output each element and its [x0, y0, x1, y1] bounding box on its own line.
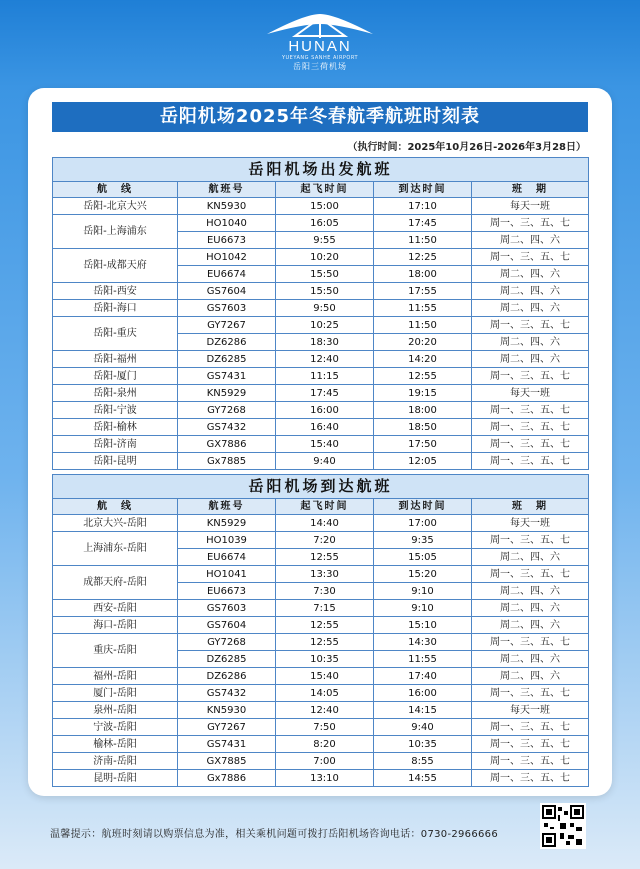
column-header: 到达时间	[374, 499, 472, 515]
table-row	[53, 453, 589, 470]
arrival-time-cell: 18:00	[374, 266, 472, 283]
flight-number-cell: DZ6286	[178, 334, 276, 351]
route-cell: 海口-岳阳	[53, 617, 178, 634]
flight-number-cell: GS7432	[178, 419, 276, 436]
schedule-cell: 周一、三、五、七	[472, 402, 589, 419]
execution-period: （执行时间：2025年10月26日-2026年3月28日）	[347, 142, 586, 153]
arrival-time-cell: 16:00	[374, 685, 472, 702]
schedule-cell: 周一、三、五、七	[472, 566, 589, 583]
route-cell: 岳阳-厦门	[53, 368, 178, 385]
departure-time-cell: 14:05	[276, 685, 374, 702]
schedule-cell: 周一、三、五、七	[472, 317, 589, 334]
departure-time-cell: 14:40	[276, 515, 374, 532]
route-cell: 北京大兴-岳阳	[53, 515, 178, 532]
schedule-cell: 周二、四、六	[472, 232, 589, 249]
arrival-time-cell: 9:40	[374, 719, 472, 736]
departure-time-cell: 13:30	[276, 566, 374, 583]
column-header: 起飞时间	[276, 499, 374, 515]
arrivals-table	[52, 474, 589, 787]
column-header: 班 期	[472, 499, 589, 515]
departure-time-cell: 16:40	[276, 419, 374, 436]
departure-time-cell: 12:55	[276, 634, 374, 651]
footer-notice: 温馨提示：航班时刻请以购票信息为准，相关乘机问题可拨打岳阳机场咨询电话：0730-2966666	[50, 829, 498, 840]
flight-number-cell: GX7886	[178, 436, 276, 453]
route-cell: 厦门-岳阳	[53, 685, 178, 702]
flight-number-cell: Gx7885	[178, 453, 276, 470]
table-row	[53, 668, 589, 685]
table-row	[53, 300, 589, 317]
table-row	[53, 317, 589, 334]
table-row	[53, 368, 589, 385]
column-header: 航班号	[178, 182, 276, 198]
flight-number-cell: EU6674	[178, 549, 276, 566]
airport-logo	[0, 10, 640, 82]
schedule-cell: 周一、三、五、七	[472, 532, 589, 549]
arrival-time-cell: 17:40	[374, 668, 472, 685]
flight-number-cell: GY7267	[178, 317, 276, 334]
route-cell: 上海浦东-岳阳	[53, 532, 178, 566]
column-header: 到达时间	[374, 182, 472, 198]
departure-time-cell: 9:40	[276, 453, 374, 470]
table-row	[53, 566, 589, 583]
arrival-time-cell: 14:30	[374, 634, 472, 651]
table-row	[53, 702, 589, 719]
route-cell: 岳阳-宁波	[53, 402, 178, 419]
page-title: 岳阳机场2025年冬春航季航班时刻表	[52, 102, 588, 132]
flight-number-cell: DZ6286	[178, 668, 276, 685]
departure-time-cell: 15:50	[276, 283, 374, 300]
schedule-cell: 周二、四、六	[472, 617, 589, 634]
flight-number-cell: GS7604	[178, 283, 276, 300]
arrival-time-cell: 17:00	[374, 515, 472, 532]
schedule-cell: 周二、四、六	[472, 600, 589, 617]
flight-number-cell: GS7604	[178, 617, 276, 634]
route-cell: 岳阳-上海浦东	[53, 215, 178, 249]
table-row	[53, 617, 589, 634]
schedule-cell: 周一、三、五、七	[472, 215, 589, 232]
column-header: 航班号	[178, 499, 276, 515]
departure-time-cell: 17:45	[276, 385, 374, 402]
arrival-time-cell: 17:45	[374, 215, 472, 232]
departure-time-cell: 12:55	[276, 549, 374, 566]
schedule-cell: 周一、三、五、七	[472, 249, 589, 266]
logo-chinese-name: 岳阳三荷机场	[293, 62, 347, 71]
table-row	[53, 770, 589, 787]
schedule-cell: 周二、四、六	[472, 549, 589, 566]
table-row	[53, 402, 589, 419]
arrival-time-cell: 17:50	[374, 436, 472, 453]
arrival-time-cell: 12:25	[374, 249, 472, 266]
departure-time-cell: 7:50	[276, 719, 374, 736]
departure-time-cell: 9:55	[276, 232, 374, 249]
table-row	[53, 532, 589, 549]
schedule-cell: 周一、三、五、七	[472, 753, 589, 770]
arrival-time-cell: 14:20	[374, 351, 472, 368]
table-row	[53, 249, 589, 266]
arrival-time-cell: 17:10	[374, 198, 472, 215]
flight-number-cell: DZ6285	[178, 351, 276, 368]
flight-number-cell: GS7603	[178, 600, 276, 617]
route-cell: 岳阳-海口	[53, 300, 178, 317]
schedule-cell: 周二、四、六	[472, 668, 589, 685]
route-cell: 泉州-岳阳	[53, 702, 178, 719]
schedule-cell: 周二、四、六	[472, 283, 589, 300]
route-cell: 岳阳-昆明	[53, 453, 178, 470]
route-cell: 济南-岳阳	[53, 753, 178, 770]
arrival-time-cell: 11:50	[374, 232, 472, 249]
flight-number-cell: HO1040	[178, 215, 276, 232]
schedule-cell: 周一、三、五、七	[472, 685, 589, 702]
route-cell: 成都天府-岳阳	[53, 566, 178, 600]
arrival-time-cell: 18:50	[374, 419, 472, 436]
departure-time-cell: 10:20	[276, 249, 374, 266]
table-row	[53, 351, 589, 368]
flight-number-cell: GS7431	[178, 736, 276, 753]
schedule-cell: 周二、四、六	[472, 300, 589, 317]
table-row	[53, 753, 589, 770]
departure-time-cell: 15:00	[276, 198, 374, 215]
schedule-cell: 周二、四、六	[472, 583, 589, 600]
column-header: 班 期	[472, 182, 589, 198]
route-cell: 岳阳-济南	[53, 436, 178, 453]
flight-number-cell: GY7267	[178, 719, 276, 736]
arrival-time-cell: 9:10	[374, 583, 472, 600]
route-cell: 岳阳-泉州	[53, 385, 178, 402]
schedule-cell: 周二、四、六	[472, 651, 589, 668]
column-header: 起飞时间	[276, 182, 374, 198]
route-cell: 榆林-岳阳	[53, 736, 178, 753]
schedule-cell: 周一、三、五、七	[472, 368, 589, 385]
table-row	[53, 719, 589, 736]
arrival-time-cell: 15:05	[374, 549, 472, 566]
route-cell: 宁波-岳阳	[53, 719, 178, 736]
flight-number-cell: GS7603	[178, 300, 276, 317]
departure-time-cell: 7:15	[276, 600, 374, 617]
route-cell: 岳阳-西安	[53, 283, 178, 300]
schedule-cell: 周一、三、五、七	[472, 719, 589, 736]
route-cell: 重庆-岳阳	[53, 634, 178, 668]
arrival-time-cell: 12:55	[374, 368, 472, 385]
schedule-cell: 每天一班	[472, 515, 589, 532]
flight-number-cell: KN5929	[178, 385, 276, 402]
departure-time-cell: 11:15	[276, 368, 374, 385]
schedule-cell: 周二、四、六	[472, 266, 589, 283]
schedule-card	[28, 88, 612, 796]
flight-number-cell: KN5930	[178, 702, 276, 719]
table-row	[53, 198, 589, 215]
arrival-time-cell: 12:05	[374, 453, 472, 470]
flight-number-cell: HO1039	[178, 532, 276, 549]
flight-number-cell: GX7885	[178, 753, 276, 770]
flight-number-cell: DZ6285	[178, 651, 276, 668]
schedule-cell: 周一、三、五、七	[472, 634, 589, 651]
departure-time-cell: 7:00	[276, 753, 374, 770]
table-row	[53, 736, 589, 753]
arrival-time-cell: 11:55	[374, 300, 472, 317]
flight-number-cell: EU6673	[178, 583, 276, 600]
schedule-cell: 周二、四、六	[472, 334, 589, 351]
schedule-cell: 每天一班	[472, 702, 589, 719]
airport-wing-logo-icon	[265, 10, 375, 40]
logo-brand: HUNAN	[288, 38, 352, 55]
qr-code-icon	[540, 803, 586, 849]
table-row	[53, 634, 589, 651]
arrival-time-cell: 8:55	[374, 753, 472, 770]
arrival-time-cell: 19:15	[374, 385, 472, 402]
arrival-time-cell: 11:50	[374, 317, 472, 334]
section-title: 岳阳机场到达航班	[53, 475, 589, 499]
route-cell: 岳阳-成都天府	[53, 249, 178, 283]
flight-number-cell: HO1042	[178, 249, 276, 266]
arrival-time-cell: 15:20	[374, 566, 472, 583]
arrival-time-cell: 15:10	[374, 617, 472, 634]
table-row	[53, 215, 589, 232]
arrival-time-cell: 11:55	[374, 651, 472, 668]
departure-time-cell: 18:30	[276, 334, 374, 351]
table-row	[53, 685, 589, 702]
route-cell: 福州-岳阳	[53, 668, 178, 685]
section-title: 岳阳机场出发航班	[53, 158, 589, 182]
column-header: 航 线	[53, 499, 178, 515]
route-cell: 昆明-岳阳	[53, 770, 178, 787]
arrival-time-cell: 14:15	[374, 702, 472, 719]
departure-time-cell: 12:40	[276, 702, 374, 719]
departure-time-cell: 15:40	[276, 668, 374, 685]
route-cell: 岳阳-福州	[53, 351, 178, 368]
schedule-cell: 周一、三、五、七	[472, 453, 589, 470]
arrival-time-cell: 9:10	[374, 600, 472, 617]
schedule-cell: 每天一班	[472, 198, 589, 215]
departure-time-cell: 15:40	[276, 436, 374, 453]
departure-time-cell: 10:25	[276, 317, 374, 334]
arrival-time-cell: 9:35	[374, 532, 472, 549]
schedule-cell: 周一、三、五、七	[472, 419, 589, 436]
arrival-time-cell: 10:35	[374, 736, 472, 753]
table-row	[53, 515, 589, 532]
schedule-cell: 每天一班	[472, 385, 589, 402]
schedule-cell: 周一、三、五、七	[472, 770, 589, 787]
logo-subtitle: YUEYANG SANHE AIRPORT	[281, 55, 359, 61]
flight-number-cell: HO1041	[178, 566, 276, 583]
table-row	[53, 419, 589, 436]
schedule-cell: 周一、三、五、七	[472, 736, 589, 753]
route-cell: 岳阳-榆林	[53, 419, 178, 436]
flight-number-cell: Gx7886	[178, 770, 276, 787]
route-cell: 西安-岳阳	[53, 600, 178, 617]
table-row	[53, 436, 589, 453]
departure-time-cell: 8:20	[276, 736, 374, 753]
departure-time-cell: 7:30	[276, 583, 374, 600]
flight-number-cell: GY7268	[178, 634, 276, 651]
table-row	[53, 385, 589, 402]
departures-table	[52, 157, 589, 470]
departure-time-cell: 9:50	[276, 300, 374, 317]
route-cell: 岳阳-北京大兴	[53, 198, 178, 215]
departure-time-cell: 13:10	[276, 770, 374, 787]
arrival-time-cell: 17:55	[374, 283, 472, 300]
flight-number-cell: EU6673	[178, 232, 276, 249]
flight-number-cell: GY7268	[178, 402, 276, 419]
flight-number-cell: GS7432	[178, 685, 276, 702]
schedule-cell: 周二、四、六	[472, 351, 589, 368]
column-header: 航 线	[53, 182, 178, 198]
schedule-cell: 周一、三、五、七	[472, 436, 589, 453]
route-cell: 岳阳-重庆	[53, 317, 178, 351]
departure-time-cell: 16:05	[276, 215, 374, 232]
flight-number-cell: KN5930	[178, 198, 276, 215]
departure-time-cell: 15:50	[276, 266, 374, 283]
departure-time-cell: 12:40	[276, 351, 374, 368]
flight-number-cell: GS7431	[178, 368, 276, 385]
table-row	[53, 283, 589, 300]
flight-number-cell: KN5929	[178, 515, 276, 532]
departure-time-cell: 7:20	[276, 532, 374, 549]
arrival-time-cell: 20:20	[374, 334, 472, 351]
departure-time-cell: 12:55	[276, 617, 374, 634]
flight-number-cell: EU6674	[178, 266, 276, 283]
departure-time-cell: 16:00	[276, 402, 374, 419]
table-row	[53, 600, 589, 617]
departure-time-cell: 10:35	[276, 651, 374, 668]
arrival-time-cell: 18:00	[374, 402, 472, 419]
arrival-time-cell: 14:55	[374, 770, 472, 787]
